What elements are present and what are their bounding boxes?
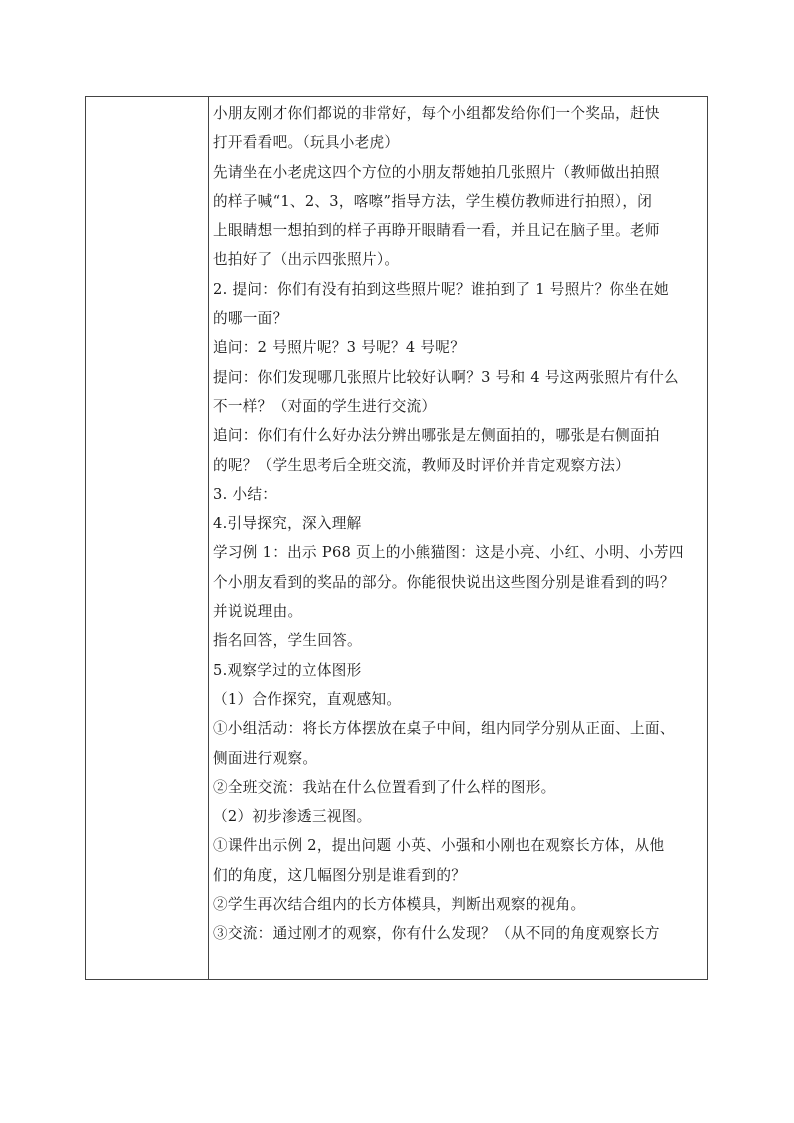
text-line: ①课件出示例 2，提出问题 小英、小强和小刚也在观察长方体，从他 (213, 837, 665, 855)
text-line: 先请坐在小老虎这四个方位的小朋友帮她拍几张照片（教师做出拍照 (213, 163, 660, 181)
text-line: 学习例 1：出示 P68 页上的小熊猫图：这是小亮、小红、小明、小芳四 (213, 544, 684, 562)
text-line: 提问：你们发现哪几张照片比较好认啊？3 号和 4 号这两张照片有什么 (213, 368, 679, 386)
content-cell (213, 99, 705, 949)
text-line: 个小朋友看到的奖品的部分。你能很快说出这些图分别是谁看到的吗？ (213, 573, 675, 591)
text-line: （1）合作探究，直观感知。 (213, 690, 402, 708)
text-line: 的哪一面？ (213, 310, 288, 328)
text-line: 追问：你们有什么好办法分辨出哪张是左侧面拍的，哪张是右侧面拍 (213, 427, 660, 445)
text-line: 小朋友刚才你们都说的非常好，每个小组都发给你们一个奖品，赶快 (213, 105, 660, 122)
text-line: 们的角度，这几幅图分别是谁看到的？ (213, 866, 467, 884)
left-cell (86, 97, 208, 979)
text-line: 并说说理由。 (213, 603, 303, 621)
text-line: 4.引导探究，深入理解 (213, 515, 362, 533)
text-line: 的呢？（学生思考后全班交流，教师及时评价并肯定观察方法） (213, 456, 631, 474)
text-line: ③交流：通过刚才的观察，你有什么发现？（从不同的角度观察长方 (213, 925, 660, 943)
text-line: 3. 小结： (213, 485, 278, 503)
text-line: 侧面进行观察。 (213, 749, 318, 767)
column-divider (208, 97, 209, 979)
text-line: 也拍好了（出示四张照片）。 (213, 251, 400, 269)
text-line: 的样子喊“1、2、3，喀嚓”指导方法，学生模仿教师进行拍照），闭 (213, 192, 653, 210)
text-line: 不一样？（对面的学生进行交流） (213, 397, 437, 415)
text-line: ②学生再次结合组内的长方体模具，判断出观察的视角。 (213, 896, 586, 914)
text-line: ②全班交流：我站在什么位置看到了什么样的图形。 (213, 778, 556, 796)
text-line: 打开看看吧。（玩具小老虎） (213, 134, 400, 152)
text-line: 2. 提问：你们有没有拍到这些照片呢？谁拍到了 1 号照片？你坐在她 (213, 280, 669, 298)
text-line: （2）初步渗透三视图。 (213, 808, 372, 826)
text-line: ①小组活动：将长方体摆放在桌子中间，组内同学分别从正面、上面、 (213, 720, 675, 738)
text-line: 上眼睛想一想拍到的样子再睁开眼睛看一看，并且记在脑子里。老师 (213, 222, 660, 240)
text-line: 指名回答，学生回答。 (213, 632, 362, 650)
text-line: 5.观察学过的立体图形 (213, 661, 362, 679)
lesson-table (85, 96, 708, 980)
text-line: 追问：2 号照片呢？3 号呢？4 号呢？ (213, 339, 466, 357)
